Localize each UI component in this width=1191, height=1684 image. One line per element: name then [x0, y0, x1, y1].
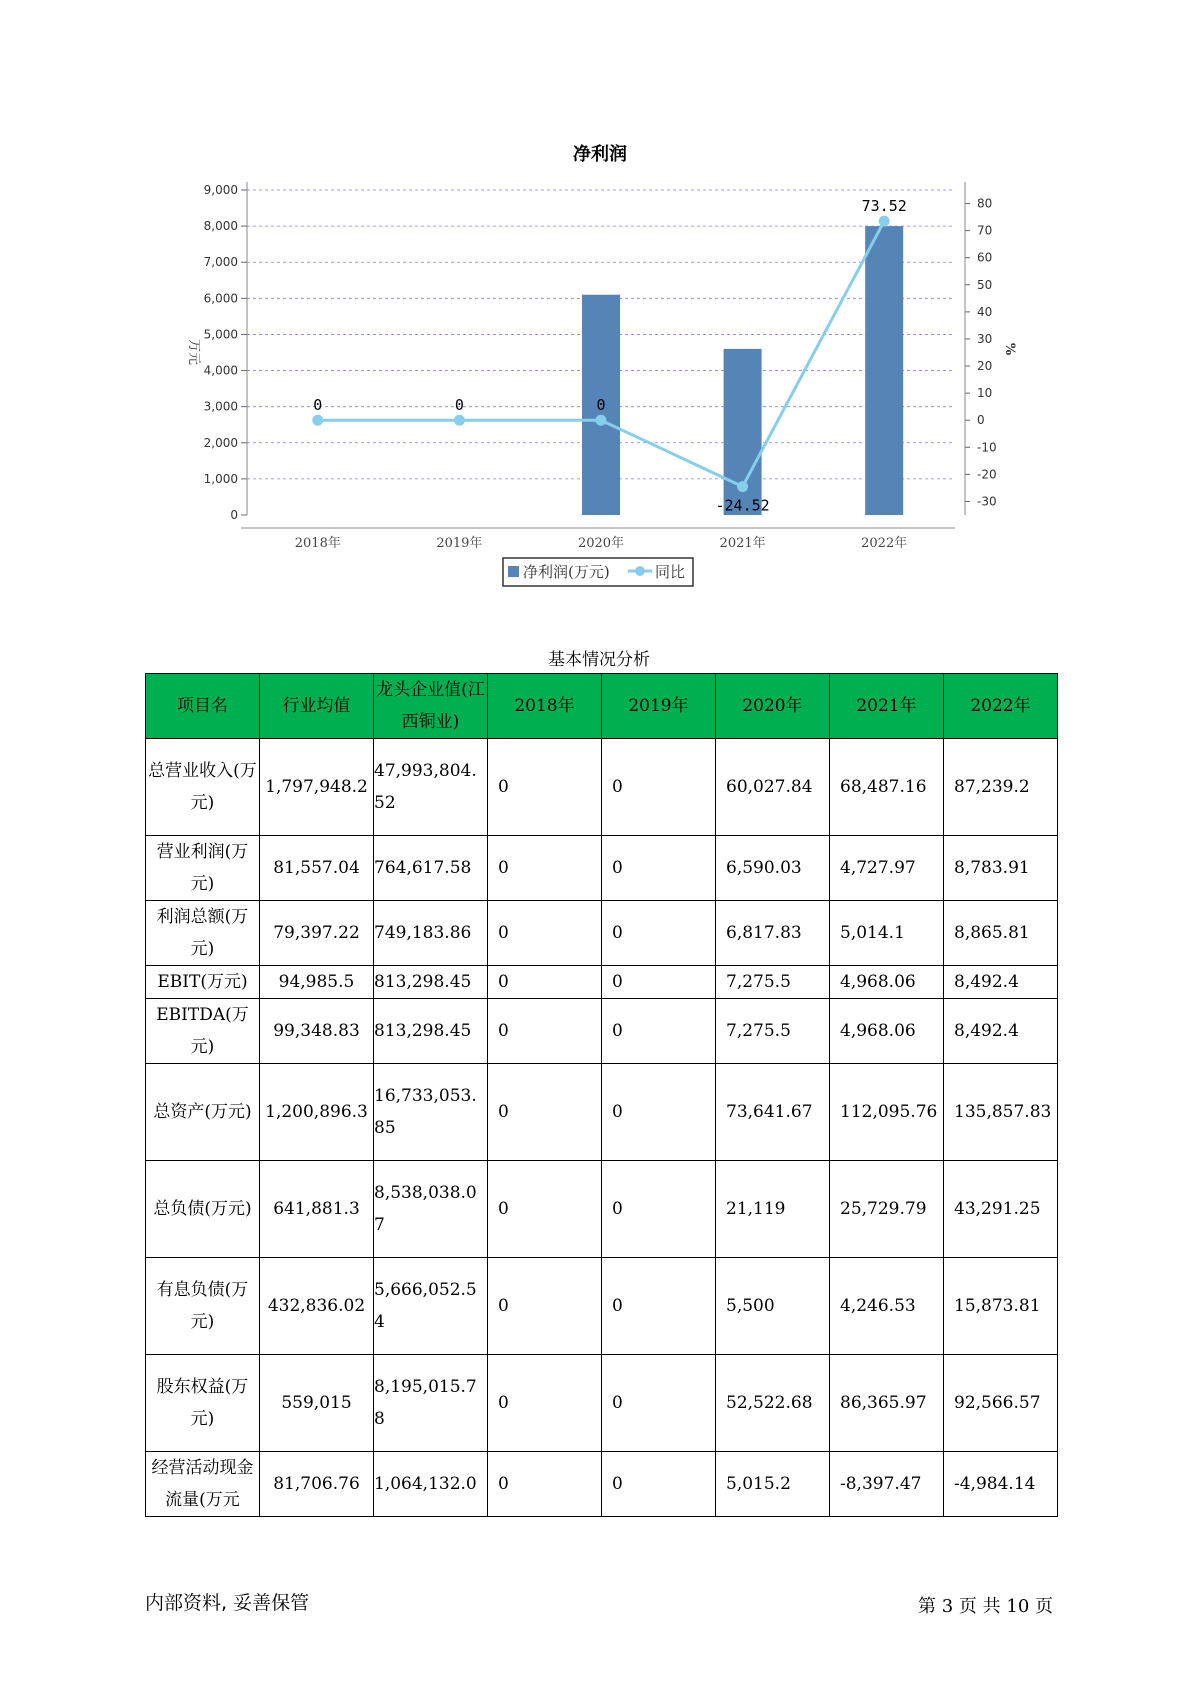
chart-title: 净利润	[573, 144, 627, 165]
data-label: 0	[454, 396, 464, 415]
table-header-cell: 2018年	[488, 674, 602, 739]
footer-page-number: 第 3 页 共 10 页	[918, 1596, 1053, 1617]
y-right-tick-label: 0	[977, 413, 985, 428]
table-row	[146, 1452, 1058, 1517]
x-tick-label: 2021年	[719, 536, 766, 551]
table-cell: 总资产(万元)	[146, 1064, 260, 1161]
table-cell: 52,522.68	[716, 1355, 830, 1452]
table-cell: 92,566.57	[944, 1355, 1058, 1452]
table-cell: 8,865.81	[944, 901, 1058, 966]
bar	[865, 226, 903, 515]
table-cell: 0	[602, 1064, 716, 1161]
table-cell: 5,014.1	[830, 901, 944, 966]
table-cell: -8,397.47	[830, 1452, 944, 1517]
table-cell: 99,348.83	[260, 999, 374, 1064]
table-cell: 股东权益(万元)	[146, 1355, 260, 1452]
table-cell: 81,557.04	[260, 836, 374, 901]
table-cell: 112,095.76	[830, 1064, 944, 1161]
table-cell: 营业利润(万元)	[146, 836, 260, 901]
table-header-cell: 2022年	[944, 674, 1058, 739]
table-cell: 135,857.83	[944, 1064, 1058, 1161]
y-axis-left-label: 万元	[186, 338, 201, 366]
y-right-tick-label: 70	[977, 223, 993, 238]
table-row	[146, 901, 1058, 966]
table-cell: 16,733,053.85	[374, 1064, 488, 1161]
table-cell: EBITDA(万元)	[146, 999, 260, 1064]
table-cell: 0	[488, 739, 602, 836]
y-right-tick-label: 10	[977, 386, 993, 401]
table-cell: 0	[488, 1452, 602, 1517]
y-left-tick-label: 9,000	[203, 183, 238, 197]
y-left-tick-label: 0	[230, 508, 238, 522]
data-label: 0	[313, 396, 323, 415]
table-cell: 8,538,038.07	[374, 1161, 488, 1258]
table-cell: 0	[602, 966, 716, 999]
legend-line-marker	[635, 566, 645, 576]
legend-bar-label: 净利润(万元)	[523, 563, 610, 581]
table-row	[146, 966, 1058, 999]
table-cell: 79,397.22	[260, 901, 374, 966]
table-cell: 0	[488, 966, 602, 999]
yoy-point	[879, 216, 890, 227]
table-cell: 总营业收入(万元)	[146, 739, 260, 836]
y-right-tick-label: 30	[977, 331, 993, 346]
table-cell: 0	[488, 836, 602, 901]
table-cell: EBIT(万元)	[146, 966, 260, 999]
table-cell: 432,836.02	[260, 1258, 374, 1355]
table-cell: 8,492.4	[944, 999, 1058, 1064]
y-left-tick-label: 2,000	[203, 435, 238, 450]
table-cell: 73,641.67	[716, 1064, 830, 1161]
y-left-tick-label: 6,000	[203, 291, 238, 306]
table-cell: 6,590.03	[716, 836, 830, 901]
x-tick-label: 2018年	[294, 536, 341, 551]
y-axis-right-label: %	[1002, 342, 1017, 356]
y-left-tick-label: 5,000	[203, 327, 238, 342]
chart-legend	[503, 558, 693, 586]
table-cell: 5,015.2	[716, 1452, 830, 1517]
y-right-tick-label: -10	[977, 440, 997, 455]
legend-bar-swatch	[508, 566, 519, 577]
table-cell: 利润总额(万元)	[146, 901, 260, 966]
table-header-row	[146, 674, 1058, 739]
table-cell: 0	[602, 1161, 716, 1258]
table-cell: 0	[488, 1258, 602, 1355]
table-cell: 0	[602, 901, 716, 966]
table-row	[146, 1355, 1058, 1452]
data-label: -24.52	[715, 496, 770, 515]
table-cell: 0	[602, 1355, 716, 1452]
y-right-tick-label: -20	[977, 467, 997, 482]
table-header-cell: 行业均值	[260, 674, 374, 739]
x-tick-label: 2019年	[436, 536, 483, 551]
table-cell: 0	[602, 999, 716, 1064]
table-row	[146, 739, 1058, 836]
yoy-point	[454, 415, 465, 426]
y-left-tick-label: 4,000	[203, 363, 238, 378]
table-row	[146, 1258, 1058, 1355]
table-cell: 8,195,015.78	[374, 1355, 488, 1452]
table-cell: 0	[602, 1258, 716, 1355]
table-cell: 0	[602, 836, 716, 901]
x-tick-label: 2020年	[577, 536, 625, 551]
table-cell: 0	[488, 999, 602, 1064]
table-cell: 8,783.91	[944, 836, 1058, 901]
net-profit-chart	[0, 0, 1191, 600]
table-cell: 87,239.2	[944, 739, 1058, 836]
table-header-cell: 2021年	[830, 674, 944, 739]
table-cell: 81,706.76	[260, 1452, 374, 1517]
table-cell: 0	[602, 739, 716, 836]
y-left-tick-label: 8,000	[203, 219, 238, 234]
table-cell: 7,275.5	[716, 966, 830, 999]
table-cell: 1,797,948.2	[260, 739, 374, 836]
yoy-point	[596, 415, 607, 426]
legend-line-label: 同比	[655, 563, 686, 581]
table-cell: 559,015	[260, 1355, 374, 1452]
table-cell: 0	[488, 1064, 602, 1161]
table-cell: -4,984.14	[944, 1452, 1058, 1517]
data-label: 73.52	[861, 197, 907, 216]
y-right-tick-label: 60	[977, 250, 993, 265]
table-cell: 5,500	[716, 1258, 830, 1355]
table-cell: 813,298.45	[374, 966, 488, 999]
y-right-tick-label: 40	[977, 304, 993, 319]
table-cell: 43,291.25	[944, 1161, 1058, 1258]
table-cell: 749,183.86	[374, 901, 488, 966]
table-cell: 经营活动现金流量(万元	[146, 1452, 260, 1517]
y-left-tick-label: 1,000	[203, 471, 238, 486]
y-right-tick-label: 80	[977, 196, 993, 211]
table-header-cell: 2020年	[716, 674, 830, 739]
y-right-tick-label: -30	[977, 494, 997, 509]
table-cell: 1,200,896.3	[260, 1064, 374, 1161]
table-cell: 有息负债(万元)	[146, 1258, 260, 1355]
table-cell: 94,985.5	[260, 966, 374, 999]
y-left-tick-label: 7,000	[203, 255, 238, 270]
data-label: 0	[596, 396, 606, 415]
table-cell: 764,617.58	[374, 836, 488, 901]
footer-confidential-note: 内部资料, 妥善保管	[145, 1592, 310, 1614]
table-cell: 15,873.81	[944, 1258, 1058, 1355]
table-cell: 0	[602, 1452, 716, 1517]
table-cell: 641,881.3	[260, 1161, 374, 1258]
table-cell: 1,064,132.0	[374, 1452, 488, 1517]
table-cell: 25,729.79	[830, 1161, 944, 1258]
table-row	[146, 836, 1058, 901]
table-row	[146, 1161, 1058, 1258]
y-left-tick-label: 3,000	[203, 399, 238, 414]
table-cell: 60,027.84	[716, 739, 830, 836]
table-cell: 813,298.45	[374, 999, 488, 1064]
table-cell: 8,492.4	[944, 966, 1058, 999]
table-header-cell: 项目名	[146, 674, 260, 739]
table-header-cell: 2019年	[602, 674, 716, 739]
table-cell: 5,666,052.54	[374, 1258, 488, 1355]
y-right-tick-label: 50	[977, 277, 993, 292]
table-cell: 21,119	[716, 1161, 830, 1258]
x-tick-label: 2022年	[861, 536, 908, 551]
table-header-cell: 龙头企业值(江西铜业)	[374, 674, 488, 739]
table-cell: 7,275.5	[716, 999, 830, 1064]
yoy-point	[312, 415, 323, 426]
table-caption: 基本情况分析	[548, 650, 650, 670]
table-row	[146, 999, 1058, 1064]
table-cell: 0	[488, 901, 602, 966]
table-cell: 总负债(万元)	[146, 1161, 260, 1258]
table-cell: 68,487.16	[830, 739, 944, 836]
table-cell: 86,365.97	[830, 1355, 944, 1452]
y-right-tick-label: 20	[977, 359, 993, 374]
basic-analysis-table	[145, 673, 1058, 1517]
table-row	[146, 1064, 1058, 1161]
table-cell: 4,727.97	[830, 836, 944, 901]
table-cell: 6,817.83	[716, 901, 830, 966]
table-cell: 47,993,804.52	[374, 739, 488, 836]
yoy-point	[737, 481, 748, 492]
table-cell: 4,246.53	[830, 1258, 944, 1355]
table-cell: 4,968.06	[830, 966, 944, 999]
table-cell: 4,968.06	[830, 999, 944, 1064]
table-cell: 0	[488, 1355, 602, 1452]
table-cell: 0	[488, 1161, 602, 1258]
